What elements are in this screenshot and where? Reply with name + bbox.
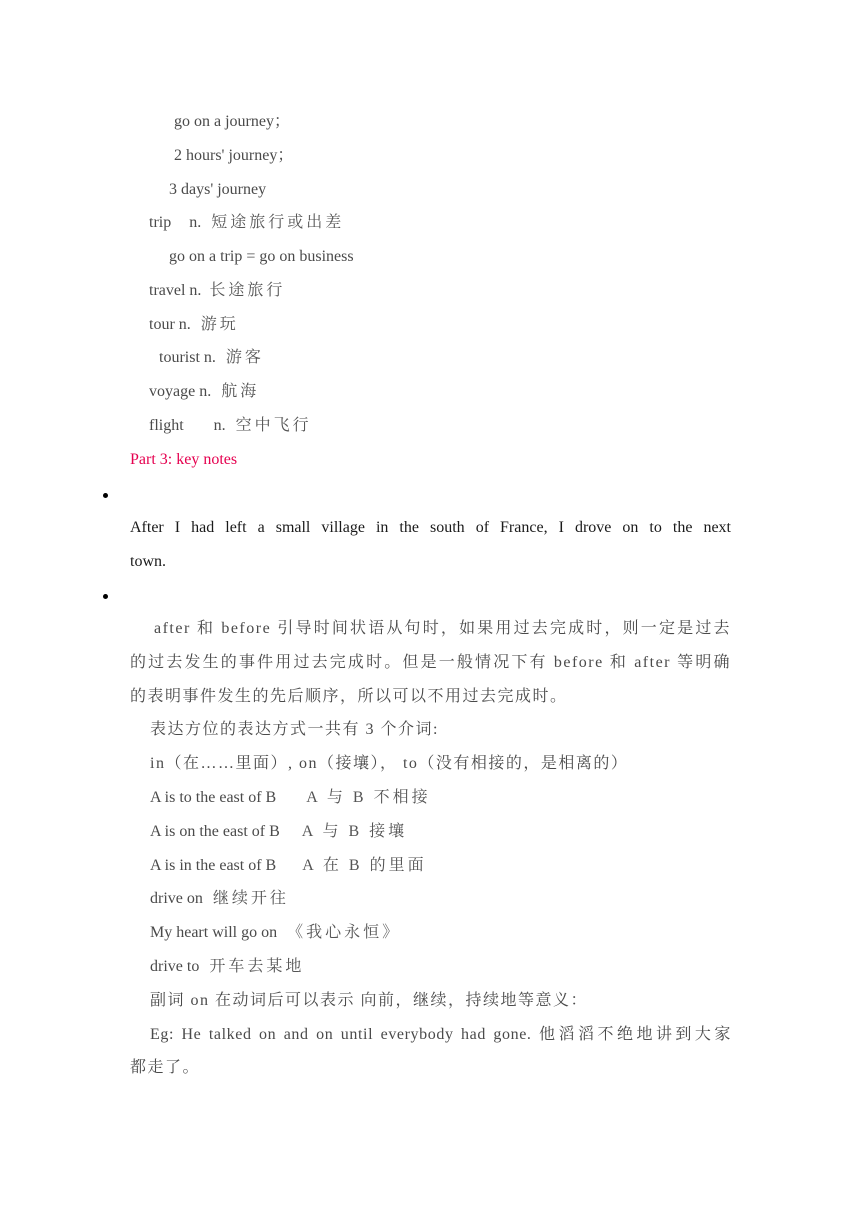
vocab-word: tourist n.: [159, 349, 216, 366]
section-heading: Part 3: key notes: [130, 451, 238, 468]
vocab-entry-tourist: [159, 348, 264, 368]
note-line: 副词 on 在动词后可以表示 向前，继续，持续地等意义：: [150, 992, 589, 1009]
phrase-en: My heart will go on: [150, 924, 278, 941]
vocab-line: 3 days' journey: [169, 181, 267, 198]
vocab-pos: n.: [189, 214, 202, 231]
vocab-word: voyage n.: [149, 383, 212, 400]
example-cn: A 与 B 接壤: [301, 823, 408, 840]
vocab-entry-voyage: [149, 382, 259, 402]
example-sentence-line: Eg: He talked on and on until everybody had gone. 他滔滔不绝地讲到大家: [150, 1026, 731, 1043]
vocab-entry-travel: [149, 281, 285, 301]
vocab-entry-tour: [149, 315, 239, 335]
vocab-word: tour n.: [149, 316, 191, 333]
phrase-line: [150, 889, 289, 909]
phrase-cn: 《我心永恒》: [287, 924, 402, 941]
vocab-meaning: 短途旅行或出差: [211, 214, 345, 231]
vocab-meaning: 空中飞行: [235, 417, 312, 434]
example-cn: A 在 B 的里面: [302, 857, 427, 874]
vocab-line: 2 hours' journey；: [174, 147, 294, 164]
example-cn: A 与 B 不相接: [306, 789, 431, 806]
vocab-entry-trip: [149, 213, 344, 233]
example-en: A is in the east of B: [150, 857, 277, 874]
key-sentence-line: After I had left a small village in the south of France, I drove on to the next: [130, 519, 731, 536]
phrase-cn: 继续开往: [212, 890, 289, 907]
phrase-cn: 开车去某地: [209, 958, 305, 975]
example-line: [150, 856, 427, 876]
key-sentence-line: town.: [130, 553, 166, 570]
vocab-example: go on a trip = go on business: [169, 248, 354, 265]
phrase-en: drive to: [150, 958, 200, 975]
phrase-en: drive on: [150, 890, 203, 907]
note-paragraph-line: after 和 before 引导时间状语从句时，如果用过去完成时，则一定是过去: [154, 620, 731, 637]
vocab-meaning: 长途旅行: [209, 282, 286, 299]
vocab-meaning: 游客: [225, 349, 264, 366]
phrase-line: [150, 957, 304, 977]
phrase-line: [150, 923, 401, 943]
example-line: [150, 822, 407, 842]
note-line: 表达方位的表达方式一共有 3 个介词:: [150, 721, 439, 738]
vocab-word: trip: [149, 214, 172, 231]
note-paragraph-line: 的过去发生的事件用过去完成时。但是一般情况下有 before 和 after 等明确: [130, 654, 731, 671]
vocab-word: travel n.: [149, 282, 202, 299]
bullet-icon: [103, 493, 108, 498]
vocab-entry-flight: [149, 416, 312, 436]
vocab-meaning: 游玩: [200, 316, 239, 333]
note-paragraph-line: 的表明事件发生的先后顺序，所以可以不用过去完成时。: [130, 688, 568, 705]
example-en: A is to the east of B: [150, 789, 277, 806]
vocab-line: go on a journey；: [174, 113, 290, 130]
note-line: in（在……里面）, on（接壤）， to（没有相接的，是相离的）: [150, 755, 629, 772]
example-line: [150, 788, 431, 808]
example-en: A is on the east of B: [150, 823, 280, 840]
vocab-word: flight: [149, 417, 184, 434]
vocab-meaning: 航海: [221, 383, 260, 400]
vocab-pos: n.: [213, 417, 226, 434]
bullet-icon: [103, 594, 108, 599]
example-sentence-line: 都走了。: [130, 1059, 201, 1076]
